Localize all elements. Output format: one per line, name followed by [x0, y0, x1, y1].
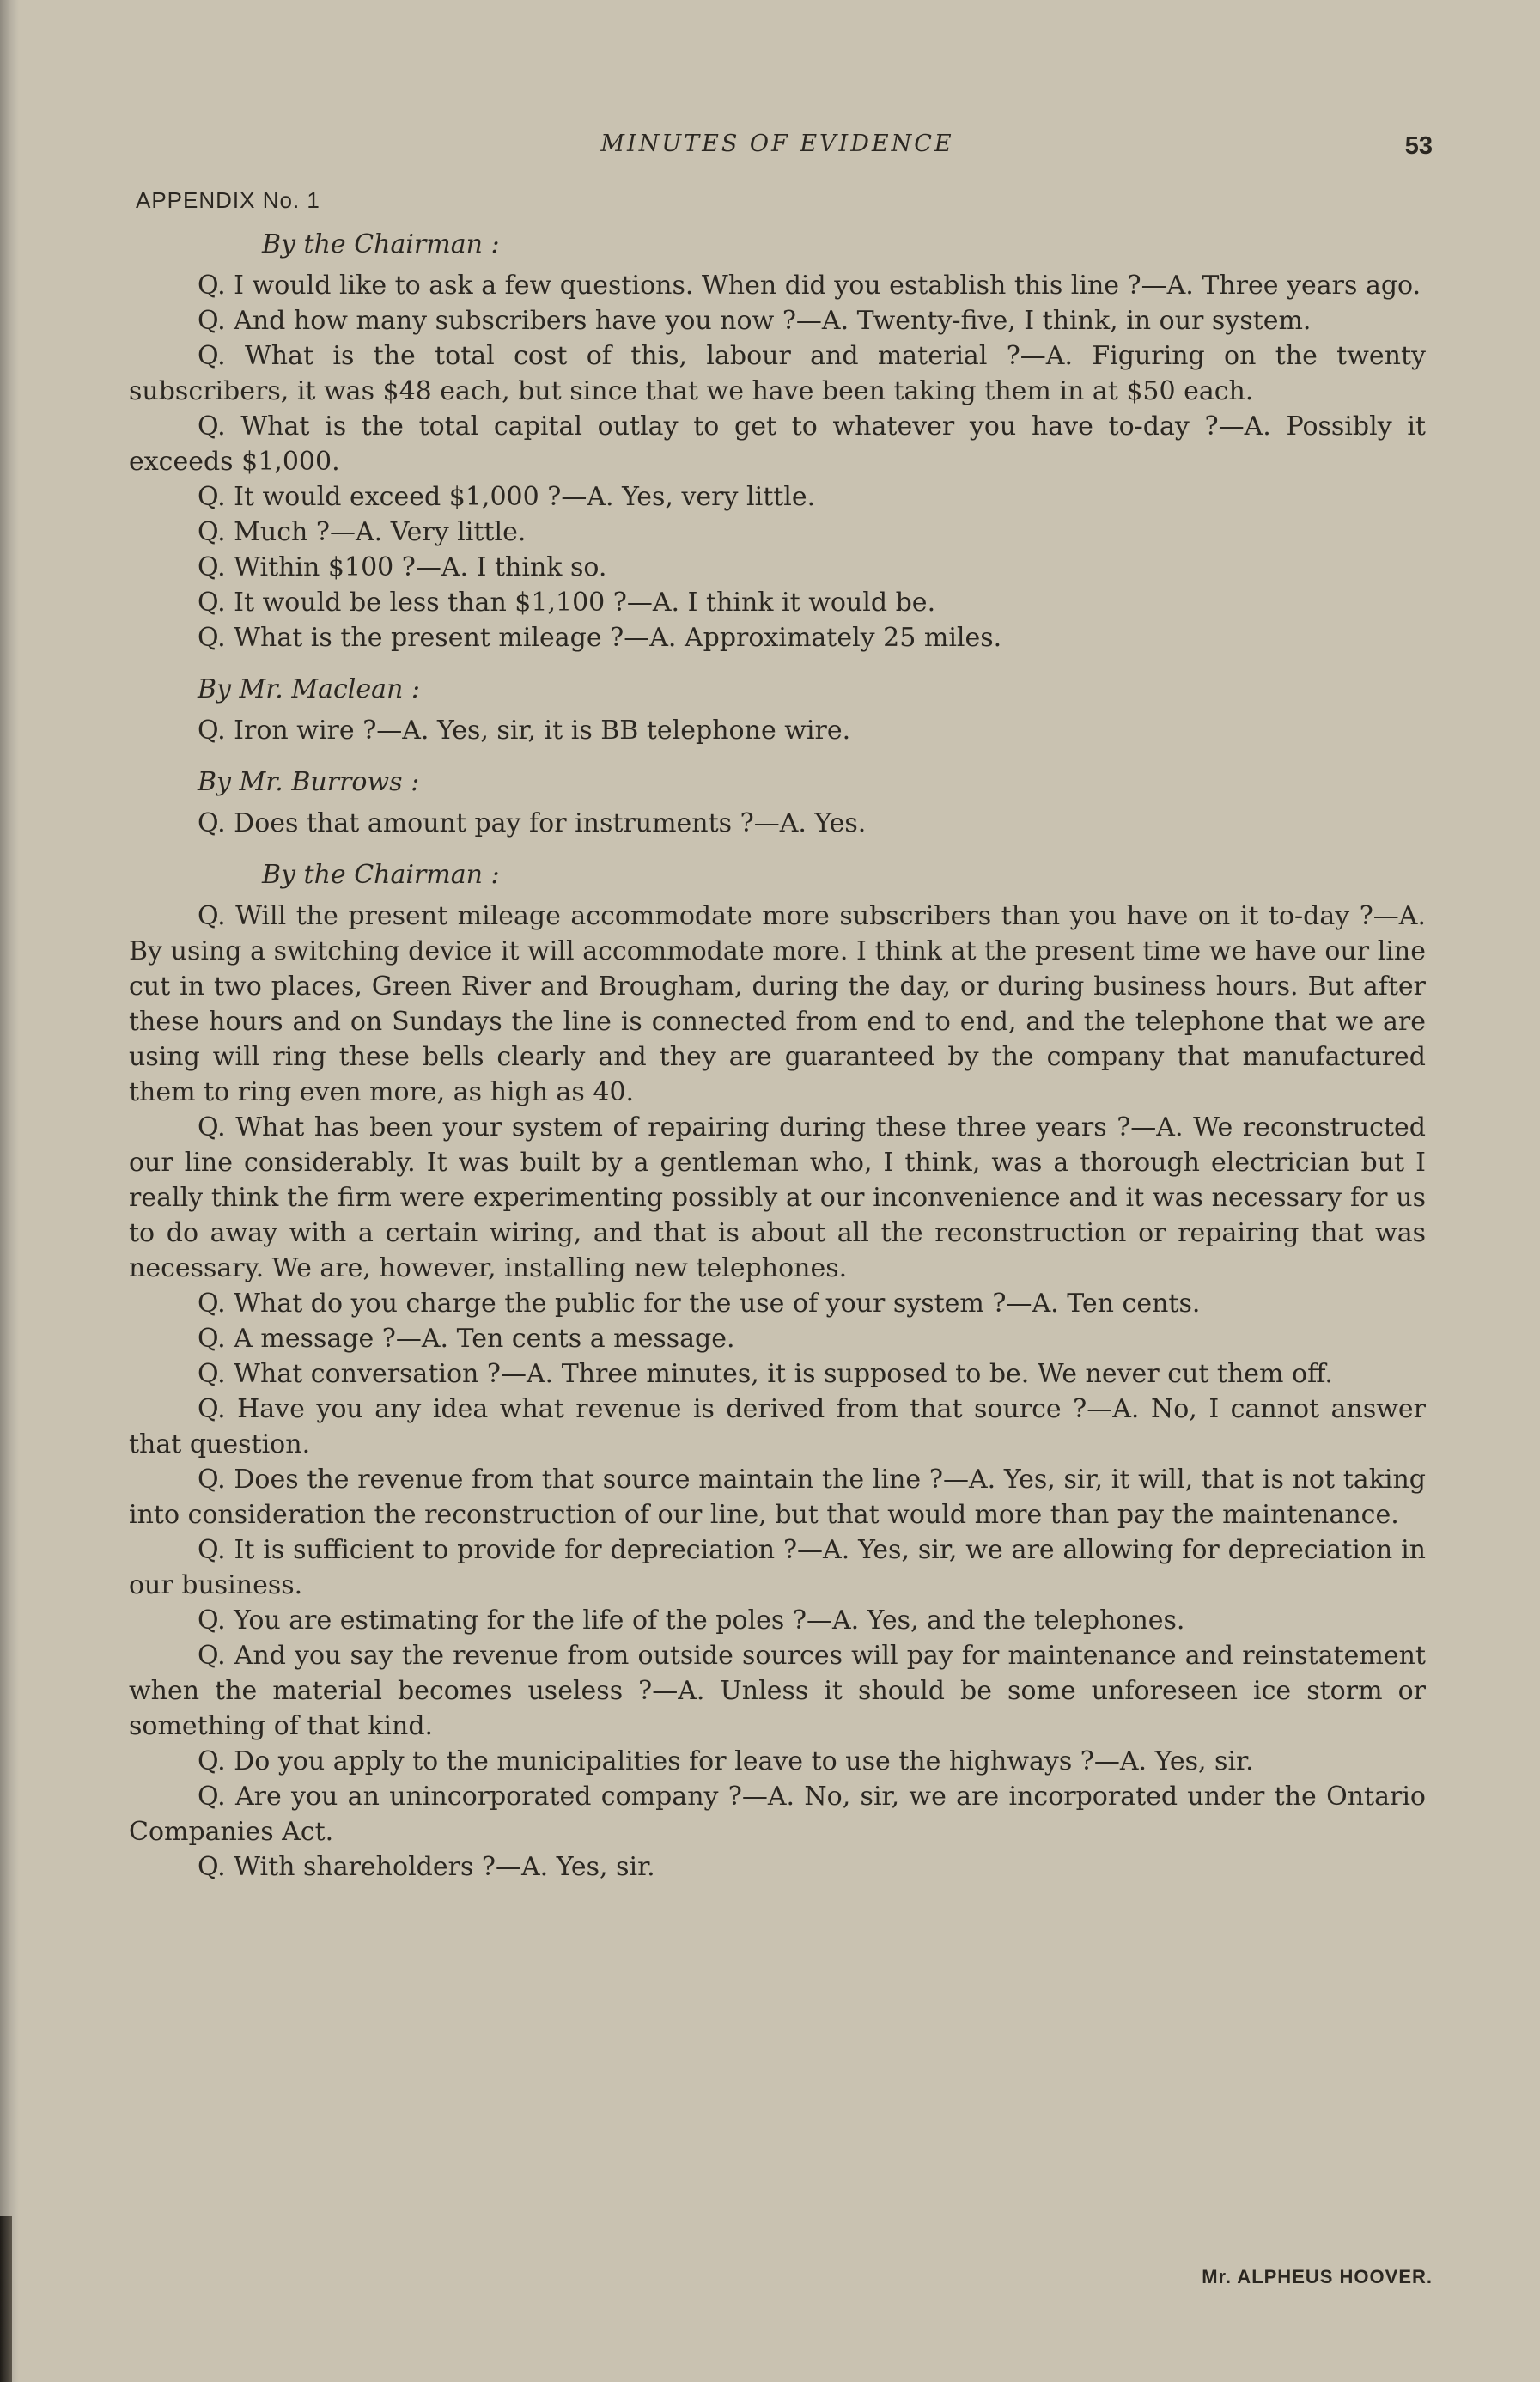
- speaker-heading: By the Chairman :: [262, 860, 500, 890]
- page-header: [129, 120, 1433, 168]
- speaker-heading: By Mr. Maclean :: [198, 674, 420, 704]
- witness-name: Mr. ALPHEUS HOOVER.: [1202, 2266, 1433, 2288]
- qa-paragraph: Q. A message ?—A. Ten cents a message.: [198, 1324, 735, 1354]
- speaker-heading: By Mr. Burrows :: [198, 767, 420, 797]
- appendix-label: APPENDIX No. 1: [136, 187, 320, 213]
- qa-paragraph: Q. It would be less than $1,100 ?—A. I think it would be.: [198, 588, 936, 618]
- qa-paragraph: Q. What is the total cost of this, labour and material ?—A. Figuring on the twenty subscribers, it was $48 each, but since that we have been taking them in at $50 each.: [129, 341, 1426, 406]
- page-spine-shadow: [0, 0, 19, 2382]
- qa-paragraph: Q. Does that amount pay for instruments ?—A. Yes.: [198, 808, 867, 838]
- qa-paragraph: Q. Within $100 ?—A. I think so.: [198, 552, 607, 582]
- page-number: 53: [1404, 132, 1433, 160]
- qa-paragraph: Q. You are estimating for the life of the poles ?—A. Yes, and the telephones.: [198, 1605, 1185, 1636]
- qa-paragraph: Q. Do you apply to the municipalities for leave to use the highways ?—A. Yes, sir.: [198, 1746, 1254, 1776]
- qa-paragraph: Q. What is the total capital outlay to get to whatever you have to-day ?—A. Possibly it exceeds $1,000.: [129, 411, 1426, 477]
- qa-paragraph: Q. It is sufficient to provide for depreciation ?—A. Yes, sir, we are allowing for depreciation in our business.: [129, 1535, 1426, 1600]
- qa-paragraph: Q. Are you an unincorporated company ?—A. No, sir, we are incorporated under the Ontario Companies Act.: [129, 1782, 1426, 1847]
- qa-paragraph: Q. What has been your system of repairing during these three years ?—A. We reconstructed our line considerably. It was built by a gentleman who, I think, was a thorough electrician but I really think the firm were experimenting possibly at our inconvenience and it was necessary for us to do away with a certain wiring, and that is about all the reconstruction or repairing that was necessary. We are, however, installing new telephones.: [129, 1112, 1426, 1283]
- qa-paragraph: Q. It would exceed $1,000 ?—A. Yes, very little.: [198, 482, 816, 512]
- running-title: MINUTES OF EVIDENCE: [600, 131, 954, 157]
- qa-paragraph: Q. And you say the revenue from outside sources will pay for maintenance and reinstatement when the material becomes useless ?—A. Unless it should be some unforeseen ice storm or something of that kind.: [129, 1641, 1426, 1741]
- qa-paragraph: Q. And how many subscribers have you now ?—A. Twenty-five, I think, in our system.: [198, 306, 1312, 336]
- qa-paragraph: Q. Have you any idea what revenue is derived from that source ?—A. No, I cannot answer that question.: [129, 1394, 1426, 1459]
- page-binding-edge: [0, 2216, 12, 2382]
- qa-paragraph: Q. Does the revenue from that source maintain the line ?—A. Yes, sir, it will, that is not taking into consideration the reconstruction of our line, but that would more than pay the maintenance.: [129, 1465, 1426, 1530]
- qa-paragraph: Q. Much ?—A. Very little.: [198, 517, 527, 547]
- qa-paragraph: Q. What conversation ?—A. Three minutes, it is supposed to be. We never cut them off.: [198, 1359, 1333, 1389]
- qa-paragraph: Q. Will the present mileage accommodate more subscribers than you have on it to-day ?—A. By using a switching device it will accommodate more. I think at the present time we have our line cut in two places, Green River and Brougham, during the day, or during business hours. But after these hours and on Sundays the line is connected from end to end, and the telephone that we are using will ring these bells clearly and they are guaranteed by the company that manufactured them to ring even more, as high as 40.: [129, 901, 1426, 1107]
- qa-paragraph: Q. I would like to ask a few questions. When did you establish this line ?—A. Three years ago.: [198, 271, 1421, 301]
- qa-paragraph: Q. Iron wire ?—A. Yes, sir, it is BB telephone wire.: [198, 716, 851, 746]
- testimony-body: [129, 229, 1426, 1885]
- document-page: [129, 120, 1433, 2288]
- qa-paragraph: Q. What do you charge the public for the use of your system ?—A. Ten cents.: [198, 1288, 1201, 1319]
- qa-paragraph: Q. With shareholders ?—A. Yes, sir.: [198, 1852, 655, 1882]
- speaker-heading: By the Chairman :: [262, 229, 500, 259]
- qa-paragraph: Q. What is the present mileage ?—A. Approximately 25 miles.: [198, 623, 1002, 653]
